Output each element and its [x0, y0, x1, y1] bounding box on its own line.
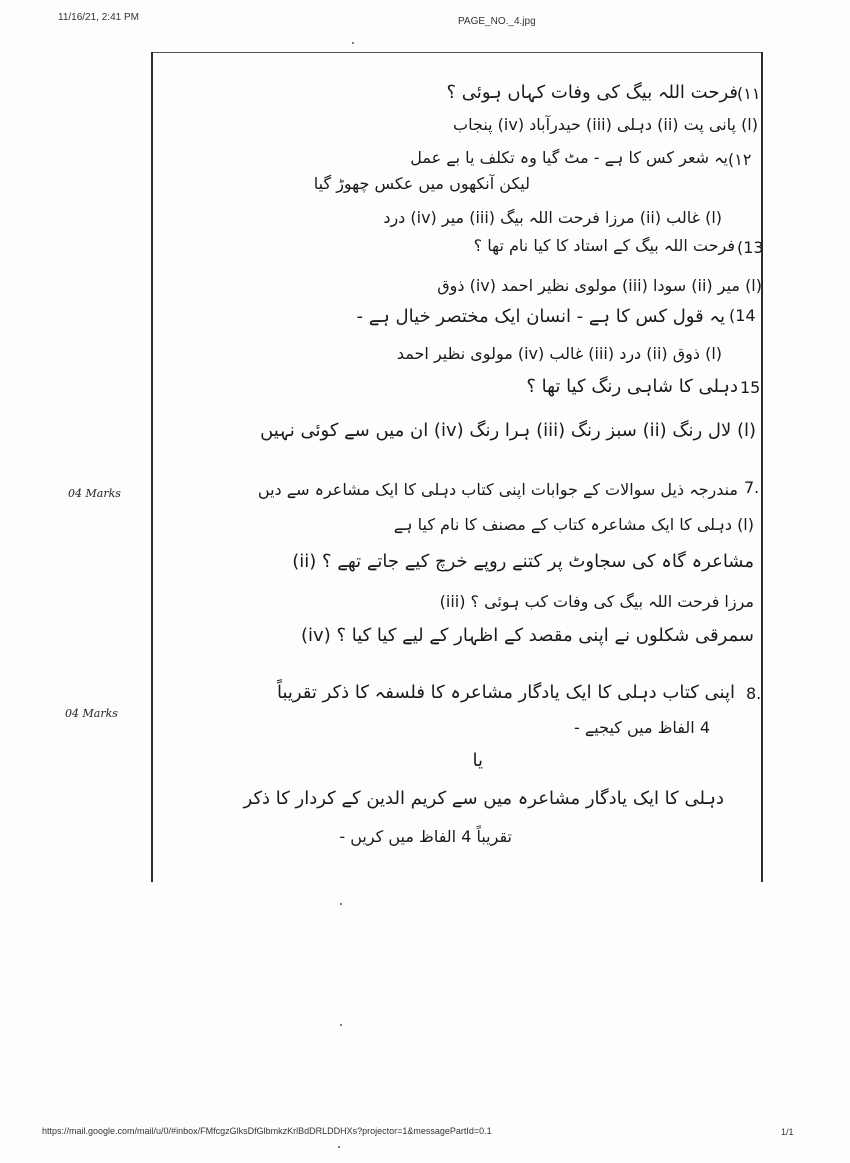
- q11-options: (ا) پانی پت (ii) دہلی (iii) حیدرآباد (iv) پنجاب: [453, 115, 758, 134]
- q8-line4: تقریباً 4 الفاظ میں کریں -: [339, 827, 512, 846]
- q15-number: 15: [740, 378, 761, 397]
- q8-line3: دہلی کا ایک یادگار مشاعرہ میں سے کریم الدین کے کردار کا ذکر: [243, 788, 724, 809]
- scan-speck: [340, 903, 342, 905]
- scan-speck: [338, 1146, 340, 1148]
- q7-text: مندرجہ ذیل سوالات کے جوابات اپنی کتاب دہلی کا ایک مشاعرہ سے دیں: [257, 480, 738, 499]
- left-margin-line: [151, 52, 153, 882]
- q7-sub3: (iii) مرزا فرحت اللہ بیگ کی وفات کب ہوئی ؟: [439, 592, 754, 611]
- q14-options: (ا) ذوق (ii) درد (iii) غالب (iv) مولوی نظیر احمد: [396, 344, 722, 363]
- scan-speck: [352, 42, 354, 44]
- q12-line2: لیکن آنکھوں میں عکس چھوڑ گیا: [313, 174, 530, 193]
- q7-marks: 04 Marks: [68, 487, 121, 500]
- q8-marks: 04 Marks: [65, 707, 118, 720]
- q8-line2: 4 الفاظ میں کیجیے -: [574, 718, 710, 737]
- q15-text: دہلی کا شاہی رنگ کیا تھا ؟: [526, 376, 738, 397]
- q8-number: 8.: [746, 684, 762, 703]
- q13-options: (ا) میر (ii) سودا (iii) مولوی نظیر احمد (iv) ذوق: [437, 276, 762, 295]
- q7-sub4: (iv) سمرقی شکلوں نے اپنی مقصد کے اظہار کے لیے کیا کیا ؟: [301, 625, 754, 646]
- q8-line1: اپنی کتاب دہلی کا ایک یادگار مشاعرہ کا فلسفہ کا ذکر تقریباً: [276, 682, 735, 703]
- q7-sub1: (ا) دہلی کا ایک مشاعرہ کتاب کے مصنف کا نام کیا ہے: [393, 515, 754, 534]
- q11-text: فرحت اللہ بیگ کی وفات کہاں ہوئی ؟: [446, 82, 738, 103]
- q11-number: (۱۱: [737, 84, 761, 103]
- scan-speck: [340, 1024, 342, 1026]
- print-filename: PAGE_NO._4.jpg: [458, 16, 536, 27]
- q14-text: یہ قول کس کا ہے - انسان ایک مختصر خیال ہے -: [356, 306, 725, 327]
- right-margin-line: [761, 52, 763, 882]
- print-url: https://mail.google.com/mail/u/0/#inbox/FMfcgzGlksDfGlbmkzKrlBdDRLDDHXs?projector=1&messagePartId=0.1: [42, 1126, 492, 1136]
- q13-text: فرحت اللہ بیگ کے استاد کا کیا نام تھا ؟: [473, 236, 735, 255]
- q12-options: (ا) غالب (ii) مرزا فرحت اللہ بیگ (iii) میر (iv) درد: [383, 208, 722, 227]
- q7-number: 7.: [744, 478, 760, 497]
- top-rule: [151, 52, 763, 53]
- q7-sub2: (ii) مشاعرہ گاہ کی سجاوٹ پر کتنے روپے خرچ کیے جاتے تھے ؟: [292, 551, 754, 572]
- q12-number: (۱۲: [728, 150, 752, 169]
- q13-number: (13: [737, 238, 764, 257]
- print-page-number: 1/1: [781, 1127, 794, 1137]
- print-date: 11/16/21, 2:41 PM: [58, 12, 139, 23]
- q12-line1: یہ شعر کس کا ہے - مٹ گیا وہ تکلف یا بے عمل: [410, 148, 728, 167]
- q8-or: یا: [472, 750, 483, 771]
- q15-options: (ا) لال رنگ (ii) سبز رنگ (iii) ہرا رنگ (iv) ان میں سے کوئی نہیں: [260, 420, 756, 441]
- q14-number: (14: [729, 306, 756, 325]
